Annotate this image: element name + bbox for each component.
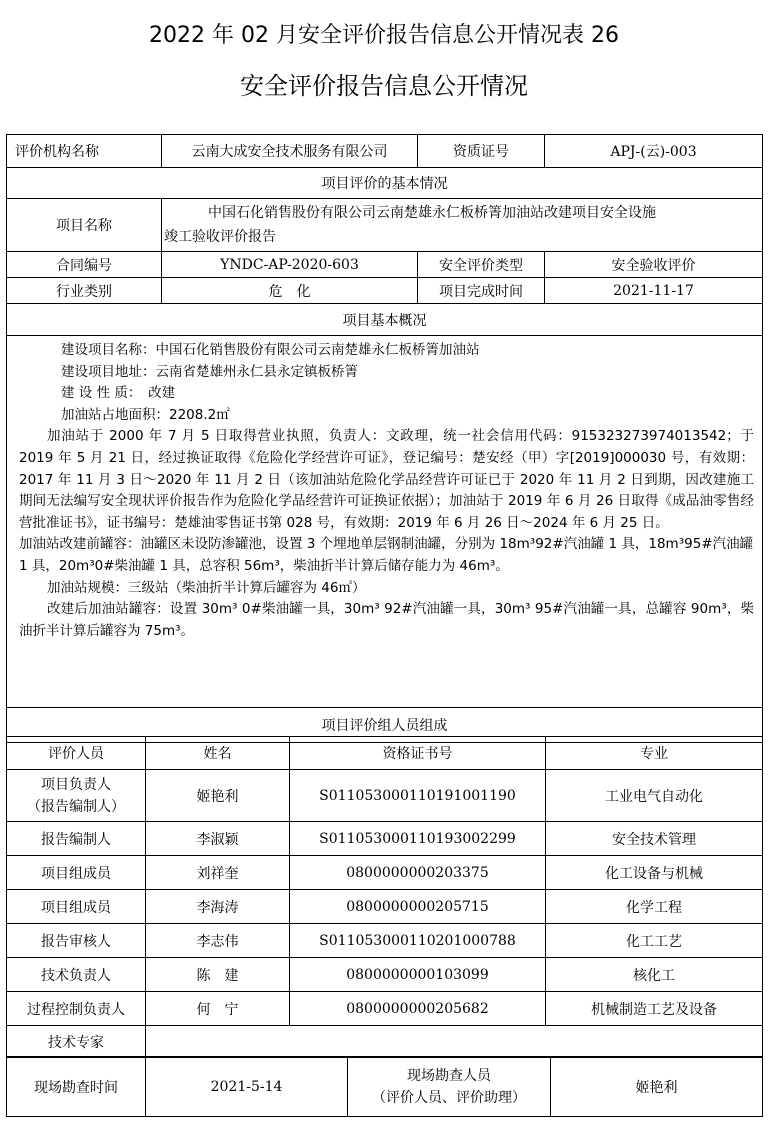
cert-label: 资质证号 [418, 135, 545, 168]
member-name: 刘祥奎 [146, 856, 290, 890]
member-major: 机械制造工艺及设备 [546, 992, 763, 1026]
header-name: 姓名 [146, 737, 290, 770]
member-major: 化学工程 [546, 890, 763, 924]
team-header-row [7, 737, 763, 770]
table-row [7, 992, 763, 1026]
survey-table [6, 1056, 763, 1117]
survey-staff-note: （评价人员、评价助理） [372, 1089, 526, 1106]
org-value: 云南大成安全技术服务有限公司 [162, 135, 418, 168]
basic-section-title: 项目评价的基本情况 [7, 168, 763, 199]
table-row [7, 924, 763, 958]
project-name-line1: 中国石化销售股份有限公司云南楚雄永仁板桥箐加油站改建项目安全设施 [208, 205, 656, 221]
overview-address: 建设项目地址：云南省楚雄州永仁县永定镇板桥箐 [61, 363, 358, 380]
survey-staff-value: 姬艳利 [551, 1057, 763, 1117]
member-major: 工业电气自动化 [546, 770, 763, 822]
member-role-note: （报告编制人） [27, 798, 125, 815]
member-cert: 0800000000205715 [290, 890, 546, 924]
survey-staff-label: 现场勘查人员 [407, 1067, 491, 1084]
org-label: 评价机构名称 [7, 135, 162, 168]
project-name-label: 项目名称 [7, 199, 162, 252]
overview-area: 加油站占地面积：2208.2㎡ [61, 406, 230, 423]
member-name: 陈 建 [146, 958, 290, 992]
header-major: 专业 [546, 737, 763, 770]
overview-scale: 加油站规模：三级站（柴油折半计算后罐容为 46㎥） [47, 579, 366, 596]
member-cert: 0800000000205682 [290, 992, 546, 1026]
table-row [7, 856, 763, 890]
completion-label: 项目完成时间 [418, 278, 545, 304]
project-name-line2: 竣工验收评价报告 [164, 229, 276, 245]
overview-tank-before: 加油站改建前罐容：油罐区未设防渗罐池，设置 3 个埋地单层钢制油罐，分别为 18m³92#汽油罐 1 具，18m³95#汽油罐 1 具，20m³0#柴油罐 1 具，总容积 56m³，柴油折半计算后储存能力为 46m³。 [19, 536, 754, 574]
cert-value: APJ-(云)-003 [545, 135, 763, 168]
member-cert: S011053000110193002299 [290, 822, 546, 856]
member-role: 报告审核人 [7, 924, 146, 958]
org-row [7, 135, 763, 168]
expert-row [7, 1026, 763, 1058]
member-role: 项目负责人 [41, 776, 111, 793]
document-title: 2022 年 02 月安全评价报告信息公开情况表 26 [149, 23, 619, 48]
completion-value: 2021-11-17 [545, 278, 763, 304]
survey-row [7, 1057, 763, 1117]
overview-license-paragraph: 加油站于 2000 年 7 月 5 日取得营业执照，负责人：文政理，统一社会信用代码：915323273974013542；于 2019 年 5 月 21 日，经过换证取得《危险化学经营许可证》，登记编号：楚安经（甲）字[2019]000030 号，有效期：2017 年 11 月 3 日～2020 年 11 月 2 日（该加油站危险化学品经营许可证已于 2020 年 11 月 2 日到期，因改建施工期间无法编写安全现状评价报告作为危险化学品经营许可证换证依据）；加油站于 2019 年 6 月 26 日取得《成品油零售经营批准证书》，证书编号：楚雄油零售证书第 028 号，有效期：2019 年 6 月 26 日～2024 年 6 月 25 日。 [19, 428, 754, 531]
member-name: 姬艳利 [146, 770, 290, 822]
member-cert: S011053000110191001190 [290, 770, 546, 822]
contract-value: YNDC-AP-2020-603 [162, 252, 418, 278]
expert-label: 技术专家 [7, 1026, 146, 1058]
member-major: 化工工艺 [546, 924, 763, 958]
table-row [7, 770, 763, 822]
table-row [7, 890, 763, 924]
member-role: 技术负责人 [7, 958, 146, 992]
member-major: 安全技术管理 [546, 822, 763, 856]
table-row [7, 822, 763, 856]
table-row [7, 958, 763, 992]
overview-section-title: 项目基本概况 [7, 304, 763, 336]
industry-value: 危 化 [162, 278, 418, 304]
overview-body [7, 336, 763, 708]
industry-label: 行业类别 [7, 278, 162, 304]
member-name: 李海涛 [146, 890, 290, 924]
eval-type-label: 安全评价类型 [418, 252, 545, 278]
member-major: 化工设备与机械 [546, 856, 763, 890]
header-role: 评价人员 [7, 737, 146, 770]
project-name-row [7, 199, 763, 252]
overview-nature: 建 设 性 质： 改建 [61, 385, 176, 402]
member-cert: 0800000000203375 [290, 856, 546, 890]
survey-time-value: 2021-5-14 [146, 1057, 348, 1117]
member-role: 项目组成员 [7, 890, 146, 924]
overview-tank-after: 改建后加油站罐容：设置 30m³ 0#柴油罐一具，30m³ 92#汽油罐一具，30m³ 95#汽油罐一具，总罐容 90m³，柴油折半计算后罐容为 75m³。 [19, 601, 754, 639]
document-subtitle: 安全评价报告信息公开情况 [240, 72, 528, 100]
member-name: 何 宁 [146, 992, 290, 1026]
member-cert: S011053000110201000788 [290, 924, 546, 958]
member-name: 李志伟 [146, 924, 290, 958]
header-cert: 资格证书号 [290, 737, 546, 770]
eval-type-value: 安全验收评价 [545, 252, 763, 278]
team-table [6, 736, 763, 1058]
contract-label: 合同编号 [7, 252, 162, 278]
overview-project-name: 建设项目名称：中国石化销售股份有限公司云南楚雄永仁板桥箐加油站 [61, 342, 480, 358]
member-name: 李淑颖 [146, 822, 290, 856]
member-role: 项目组成员 [7, 856, 146, 890]
info-table [6, 134, 763, 743]
member-cert: 0800000000103099 [290, 958, 546, 992]
member-role: 过程控制负责人 [7, 992, 146, 1026]
member-major: 核化工 [546, 958, 763, 992]
survey-time-label: 现场勘查时间 [7, 1057, 146, 1117]
team-section-title: 项目评价组人员组成 [7, 708, 763, 743]
member-role: 报告编制人 [7, 822, 146, 856]
